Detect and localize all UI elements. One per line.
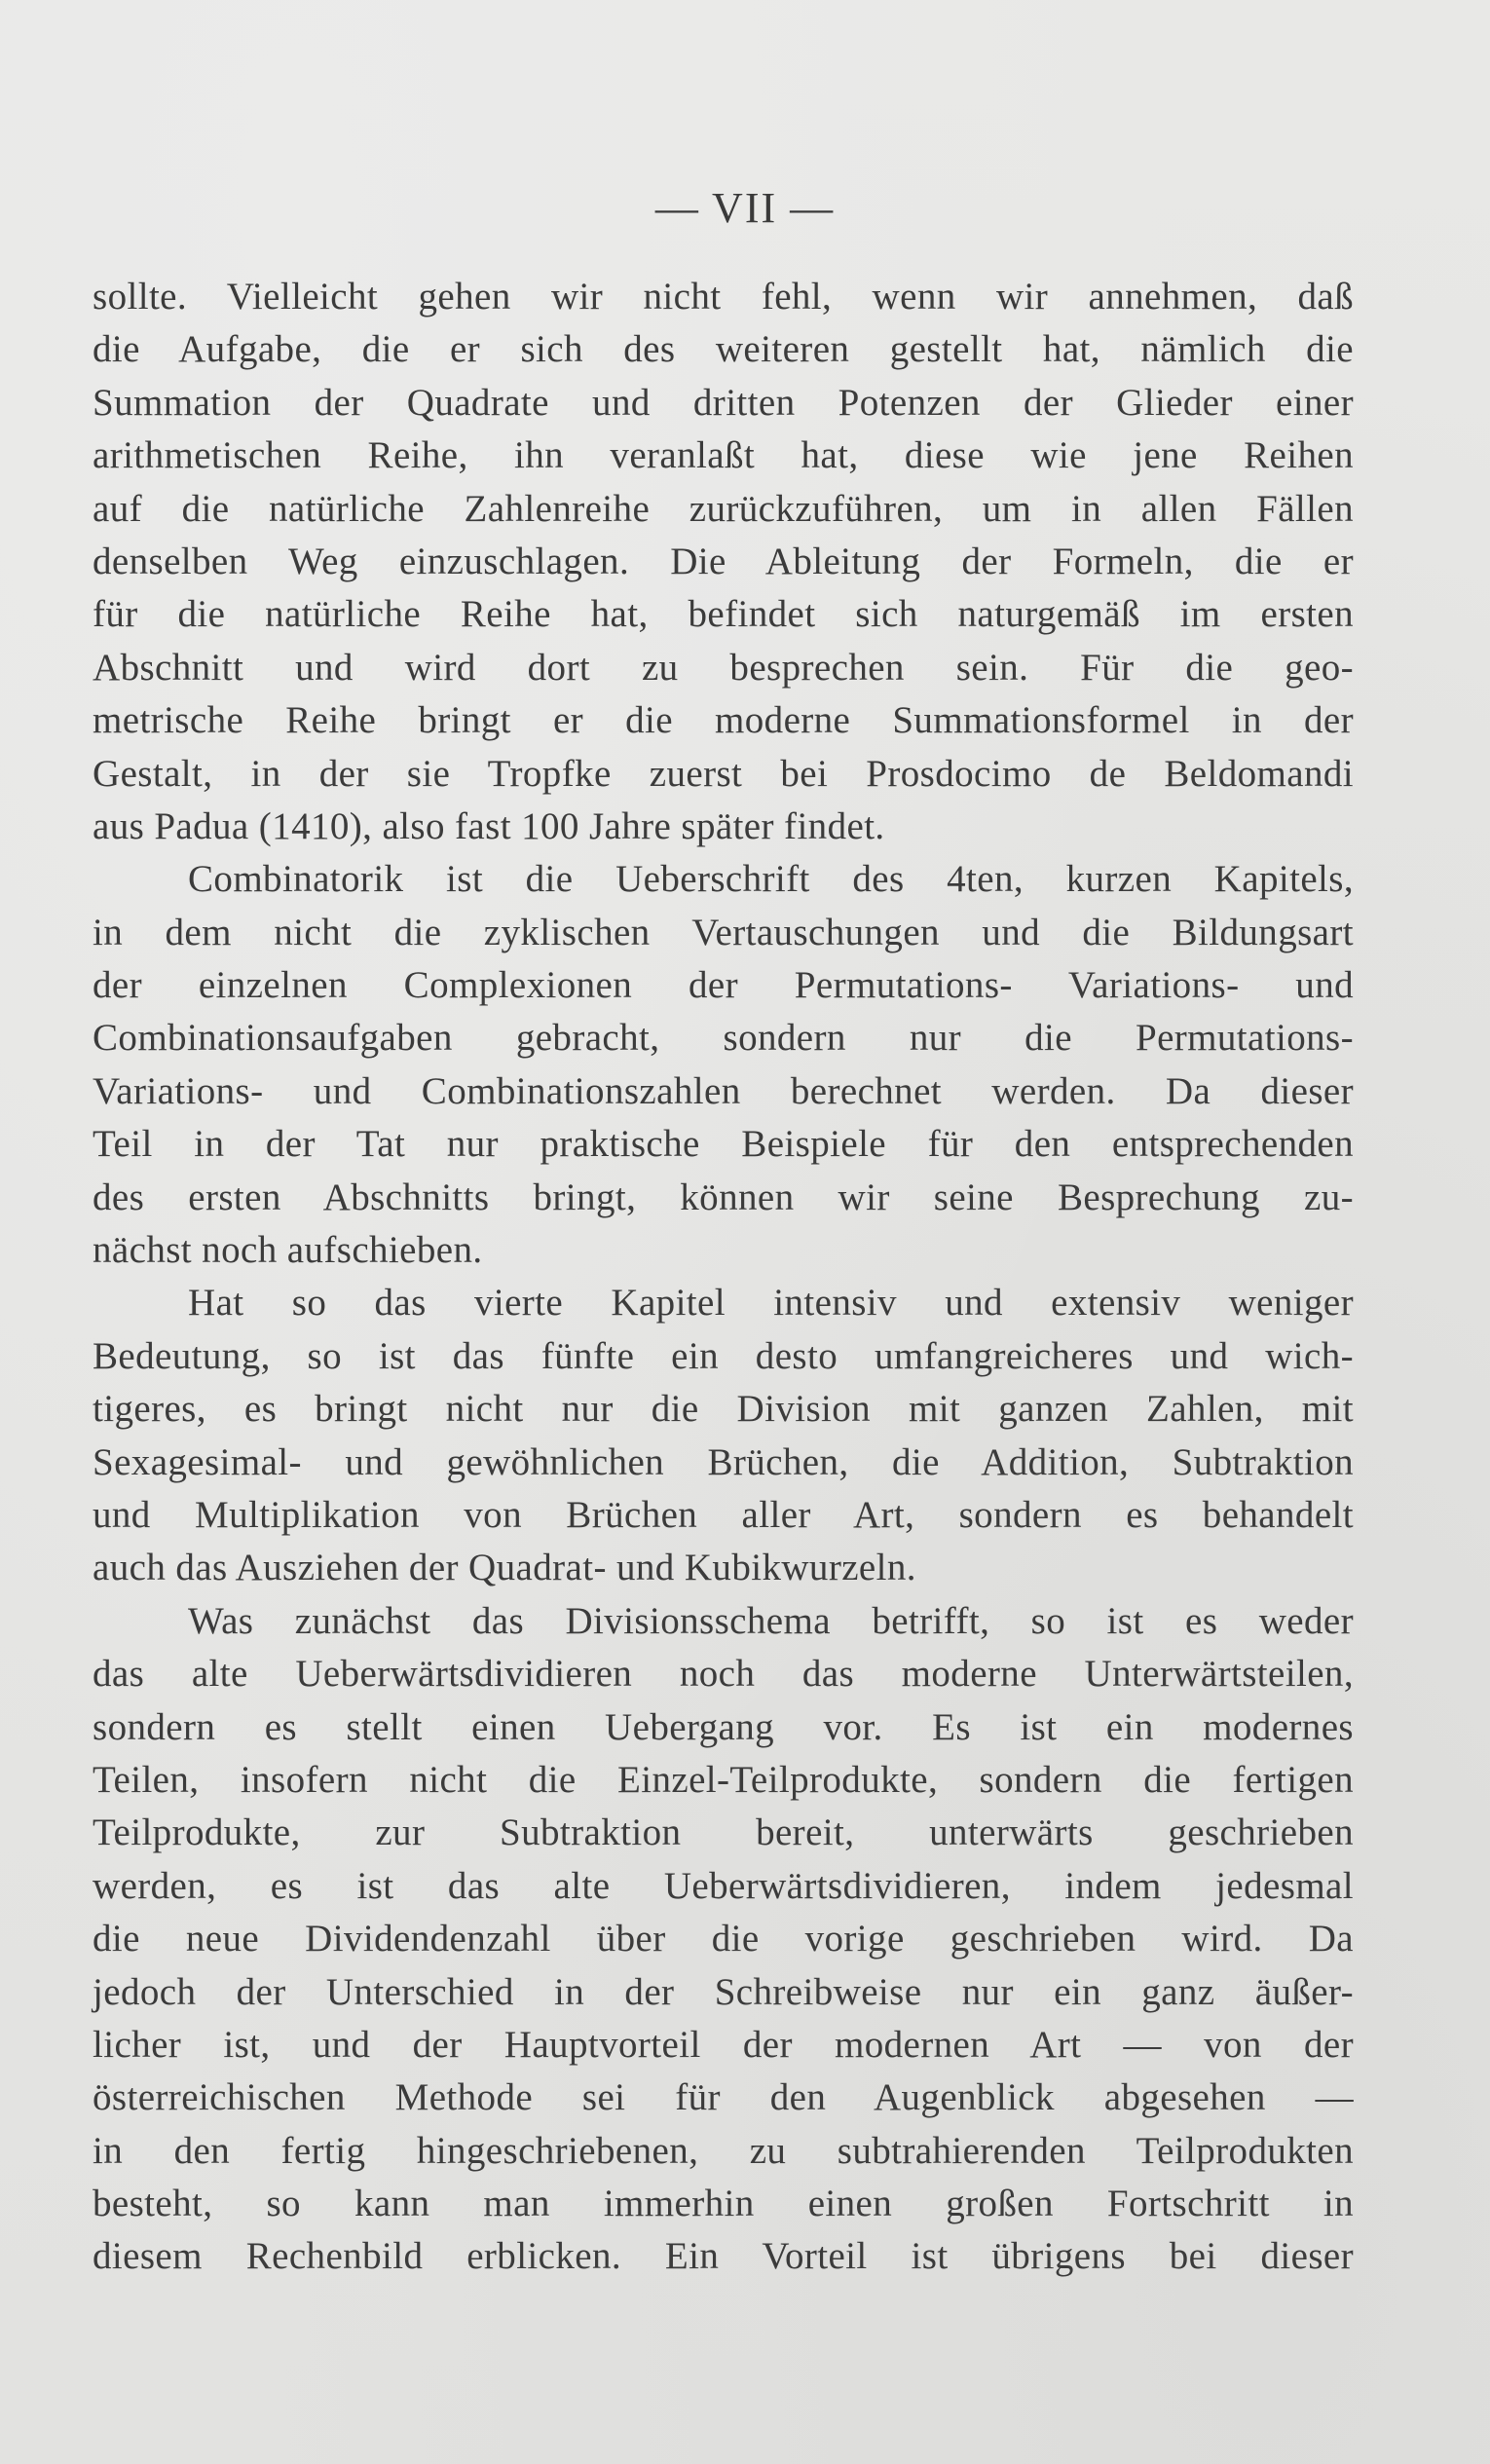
text-line: Hat so das vierte Kapitel intensiv und extensiv weniger: [188, 1282, 1354, 1325]
text-line: Bedeutung, so ist das fünfte ein desto umfangreicheres und wich-: [93, 1334, 1354, 1377]
text-line: werden, es ist das alte Ueberwärtsdividieren, indem jedesmal: [93, 1864, 1354, 1907]
text-line: nächst noch aufschieben.: [93, 1229, 483, 1272]
text-line: Summation der Quadrate und dritten Potenzen der Glieder einer: [93, 381, 1354, 424]
text-line: auch das Ausziehen der Quadrat- und Kubikwurzeln.: [93, 1547, 916, 1589]
text-line: Teilen, insofern nicht die Einzel-Teilprodukte, sondern die fertigen: [93, 1758, 1354, 1801]
text-line: Combinatorik ist die Ueberschrift des 4ten, kurzen Kapitels,: [188, 858, 1354, 901]
text-line: aus Padua (1410), also fast 100 Jahre später findet.: [93, 804, 885, 847]
text-line: Sexagesimal- und gewöhnlichen Brüchen, die Addition, Subtraktion: [93, 1440, 1354, 1483]
text-line: Abschnitt und wird dort zu besprechen sein. Für die geo-: [93, 646, 1354, 689]
page-number-header: — VII —: [654, 184, 836, 232]
text-line: in dem nicht die zyklischen Vertauschungen und die Bildungsart: [93, 911, 1354, 953]
text-line: auf die natürliche Zahlenreihe zurückzuführen, um in allen Fällen: [93, 487, 1354, 530]
text-line: für die natürliche Reihe hat, befindet sich naturgemäß im ersten: [93, 593, 1354, 636]
text-line: metrische Reihe bringt er die moderne Summationsformel in der: [93, 699, 1354, 742]
text-line: das alte Ueberwärtsdividieren noch das moderne Unterwärtsteilen,: [93, 1653, 1354, 1696]
text-line: licher ist, und der Hauptvorteil der modernen Art — von der: [93, 2023, 1354, 2066]
text-line: Teil in der Tat nur praktische Beispiele für den entsprechenden: [93, 1123, 1354, 1166]
text-line: Gestalt, in der sie Tropfke zuerst bei Prosdocimo de Beldomandi: [93, 752, 1354, 795]
text-line: des ersten Abschnitts bringt, können wir seine Besprechung zu-: [93, 1176, 1354, 1218]
text-line: Was zunächst das Divisionsschema betrifft, so ist es weder: [188, 1599, 1354, 1642]
text-line: und Multiplikation von Brüchen aller Art, sondern es behandelt: [93, 1493, 1354, 1536]
text-line: diesem Rechenbild erblicken. Ein Vorteil ist übrigens bei dieser: [93, 2235, 1354, 2278]
text-line: jedoch der Unterschied in der Schreibweise nur ein ganz äußer-: [93, 1970, 1354, 2013]
text-line: Combinationsaufgaben gebracht, sondern nur die Permutations-: [93, 1017, 1354, 1060]
text-line: die Aufgabe, die er sich des weiteren gestellt hat, nämlich die: [93, 328, 1354, 371]
text-line: besteht, so kann man immerhin einen großen Fortschritt in: [93, 2183, 1354, 2225]
body-text: [93, 271, 1354, 2284]
text-line: sollte. Vielleicht gehen wir nicht fehl, wenn wir annehmen, daß: [93, 276, 1354, 317]
text-line: sondern es stellt einen Uebergang vor. Es ist ein modernes: [93, 1705, 1354, 1748]
text-line: die neue Dividendenzahl über die vorige geschrieben wird. Da: [93, 1918, 1354, 1960]
text-line: in den fertig hingeschriebenen, zu subtrahierenden Teilprodukten: [93, 2129, 1354, 2172]
text-line: tigeres, es bringt nicht nur die Division mit ganzen Zahlen, mit: [93, 1388, 1354, 1431]
text-line: Teilprodukte, zur Subtraktion bereit, unterwärts geschrieben: [93, 1811, 1354, 1854]
text-line: arithmetischen Reihe, ihn veranlaßt hat, diese wie jene Reihen: [93, 434, 1354, 477]
text-line: denselben Weg einzuschlagen. Die Ableitung der Formeln, die er: [93, 540, 1354, 582]
text-line: Variations- und Combinationszahlen berechnet werden. Da dieser: [93, 1069, 1354, 1112]
text-line: der einzelnen Complexionen der Permutations- Variations- und: [93, 964, 1354, 1007]
text-line: österreichischen Methode sei für den Augenblick abgesehen —: [93, 2076, 1354, 2119]
